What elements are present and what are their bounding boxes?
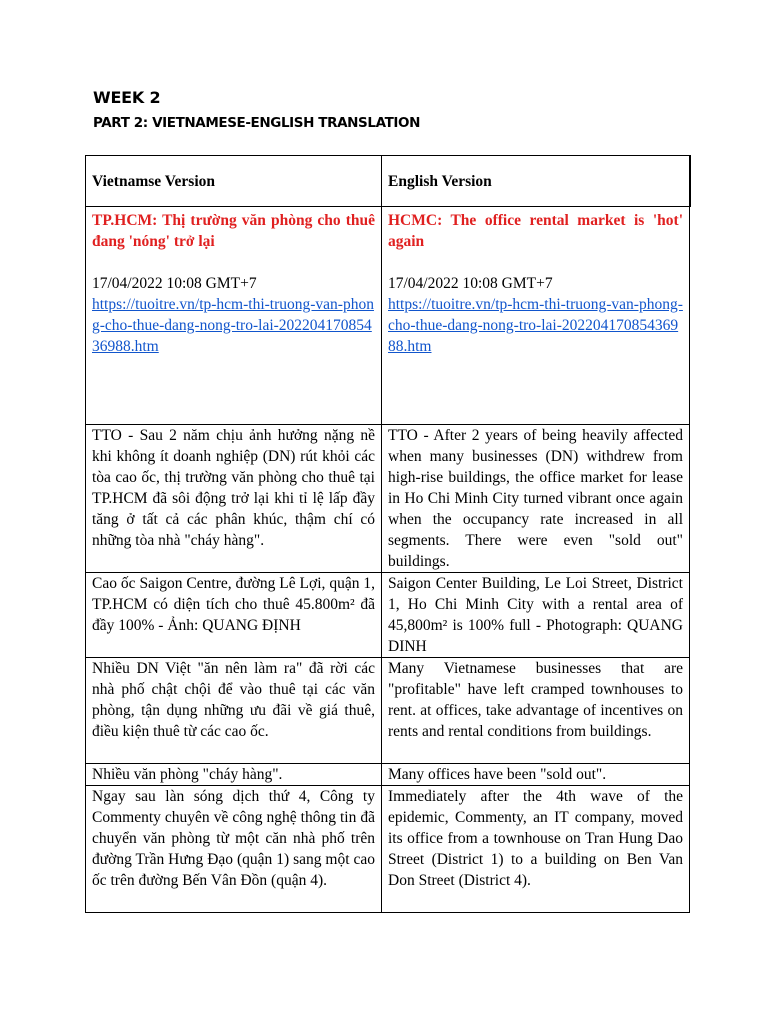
table-header-row	[86, 156, 690, 207]
vietnamese-cell: Nhiều DN Việt "ăn nên làm ra" đã rời các nhà phố chật chội để vào thuê tại các văn phòng, tận dụng những ưu đãi về giá thuê, điều kiện thuê từ các cao ốc.	[86, 658, 382, 764]
part-heading: PART 2: VIETNAMESE-ENGLISH TRANSLATION	[93, 115, 420, 131]
vietnamese-cell: Nhiều văn phòng "cháy hàng".	[86, 764, 382, 786]
table-row	[86, 207, 690, 425]
table-row	[86, 573, 690, 658]
vietnamese-date: 17/04/2022 10:08 GMT+7	[92, 275, 257, 292]
vietnamese-cell: TTO - Sau 2 năm chịu ảnh hưởng nặng nề khi không ít doanh nghiệp (DN) rút khỏi các tòa cao ốc, thị trường văn phòng cho thuê tại TP.HCM đã sôi động trở lại khi tỉ lệ lấp đầy tăng ở tất cả các phân khúc, thậm chí có những tòa nhà "cháy hàng".	[86, 425, 382, 573]
vietnamese-cell: Ngay sau làn sóng dịch thứ 4, Công ty Commenty chuyên về công nghệ thông tin đã chuyển văn phòng từ một căn nhà phố trên đường Trần Hưng Đạo (quận 1) sang một cao ốc trên đường Bến Vân Đồn (quận 4).	[86, 786, 382, 913]
table-row	[86, 658, 690, 764]
spacer	[92, 252, 375, 273]
english-source-link[interactable]: https://tuoitre.vn/tp-hcm-thi-truong-van-phong-cho-thue-dang-nong-tro-lai-20220417085436988.htm	[388, 296, 683, 355]
english-cell: Saigon Center Building, Le Loi Street, District 1, Ho Chi Minh City with a rental area of 45,800m² is 100% full - Photograph: QUANG DINH	[382, 573, 690, 658]
table-row	[86, 786, 690, 913]
week-heading: WEEK 2	[93, 88, 161, 107]
english-article-title: HCMC: The office rental market is 'hot' again	[388, 212, 683, 250]
table-row	[86, 425, 690, 573]
english-title-cell	[382, 207, 690, 425]
translation-table	[85, 155, 691, 913]
vietnamese-column-header: Vietnamse Version	[86, 156, 382, 207]
english-cell: TTO - After 2 years of being heavily affected when many businesses (DN) withdrew from high-rise buildings, the office market for lease in Ho Chi Minh City turned vibrant once again when the occupancy rate increased in all segments. There were even "sold out" buildings.	[382, 425, 690, 573]
vietnamese-title-cell	[86, 207, 382, 425]
spacer	[388, 252, 683, 273]
vietnamese-article-title: TP.HCM: Thị trường văn phòng cho thuê đang 'nóng' trở lại	[92, 212, 375, 250]
english-cell: Many offices have been "sold out".	[382, 764, 690, 786]
english-column-header: English Version	[382, 156, 690, 207]
english-date: 17/04/2022 10:08 GMT+7	[388, 275, 553, 292]
vietnamese-source-link[interactable]: https://tuoitre.vn/tp-hcm-thi-truong-van-phong-cho-thue-dang-nong-tro-lai-20220417085436988.htm	[92, 296, 374, 355]
english-cell: Many Vietnamese businesses that are "profitable" have left cramped townhouses to rent. at offices, take advantage of incentives on rents and rental conditions from buildings.	[382, 658, 690, 764]
vietnamese-cell: Cao ốc Saigon Centre, đường Lê Lợi, quận 1, TP.HCM có diện tích cho thuê 45.800m² đã đầy 100% - Ảnh: QUANG ĐỊNH	[86, 573, 382, 658]
table-row	[86, 764, 690, 786]
english-cell: Immediately after the 4th wave of the epidemic, Commenty, an IT company, moved its office from a townhouse on Tran Hung Dao Street (District 1) to a building on Ben Van Don Street (District 4).	[382, 786, 690, 913]
